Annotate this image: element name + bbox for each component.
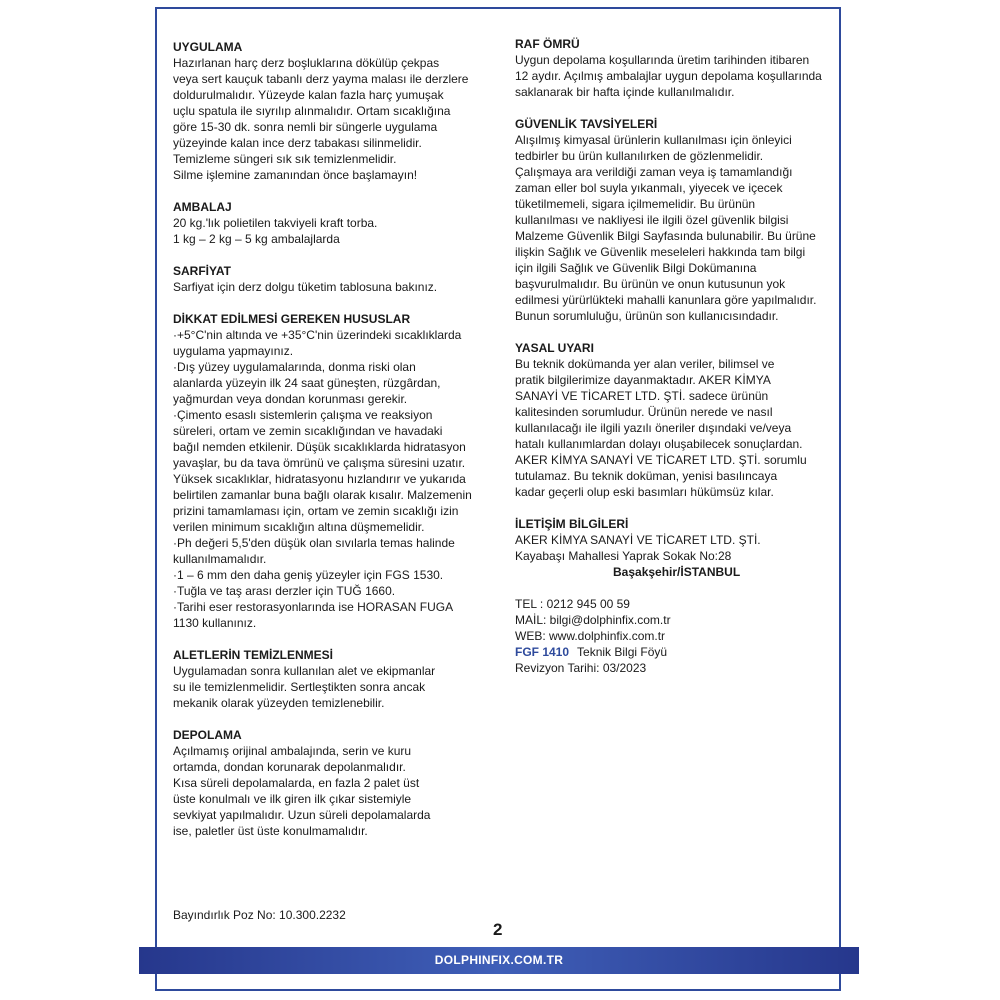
body-line: sevkiyat yapılmalıdır. Uzun süreli depolamalarda bbox=[173, 808, 431, 822]
section-heading: İLETİŞİM BİLGİLERİ bbox=[515, 517, 629, 531]
body-line: Alışılmış kimyasal ürünlerin kullanılması için önleyici bbox=[515, 133, 792, 147]
body-line: ·Tarihi eser restorasyonlarında ise HORASAN FUGA bbox=[173, 600, 454, 614]
body-line: SANAYİ VE TİCARET LTD. ŞTİ. sadece ürünün bbox=[515, 389, 769, 403]
body-line: Kısa süreli depolamalarda, en fazla 2 palet üst bbox=[173, 776, 420, 790]
section-heading: DEPOLAMA bbox=[173, 728, 242, 742]
body-line: hatalı kullanımlardan dolayı oluşabilecek sonuçlardan. bbox=[515, 437, 803, 451]
phone-line: TEL : 0212 945 00 59 bbox=[515, 597, 630, 611]
city-text: İSTANBUL bbox=[680, 565, 741, 579]
body-line: tüketilmemeli, sigara içilmemelidir. Bu ürünün bbox=[515, 197, 756, 211]
body-line: yüzeyinde kalan ince derz tabakası silinmelidir. bbox=[173, 136, 422, 150]
section-uygulama bbox=[173, 39, 483, 183]
body-line: ·1 – 6 mm den daha geniş yüzeyler için FGS 1530. bbox=[173, 568, 444, 582]
body-line: 12 aydır. Açılmış ambalajlar uygun depolama koşullarında bbox=[515, 69, 822, 83]
body-line: belirtilen zamanlar buna bağlı olarak kısalır. Malzemenin bbox=[173, 488, 472, 502]
body-line: ortamda, dondan korunarak depolanmalıdır. bbox=[173, 760, 406, 774]
email-line[interactable]: MAİL: bilgi@dolphinfix.com.tr bbox=[515, 613, 671, 627]
body-line: bağıl nemden etkilenir. Düşük sıcaklıklarda hidratasyon bbox=[173, 440, 466, 454]
section-raf-omru bbox=[515, 36, 840, 100]
poz-number: Bayındırlık Poz No: 10.300.2232 bbox=[173, 908, 346, 922]
spacer bbox=[515, 580, 840, 596]
body-line: üste konulmalı ve ilk giren ilk çıkar sistemiyle bbox=[173, 792, 412, 806]
body-line: ·Tuğla ve taş arası derzler için TUĞ 1660. bbox=[173, 584, 396, 598]
body-line: ilişkin Sağlık ve Güvenlik meseleleri hakkında tam bilgi bbox=[515, 245, 806, 259]
body-line: yavaşlar, bu da tava ömrünü ve çalışma süresini uzatır. bbox=[173, 456, 466, 470]
product-code: FGF 1410 bbox=[515, 645, 570, 659]
body-line: doldurulmalıdır. Yüzeyde kalan fazla harç yumuşak bbox=[173, 88, 444, 102]
body-line: Sarfiyat için derz dolgu tüketim tablosuna bakınız. bbox=[173, 280, 438, 294]
district-text: Başakşehir/ bbox=[613, 565, 681, 579]
section-guvenlik bbox=[515, 116, 840, 324]
body-line: mekanik olarak yüzeyden temizlenebilir. bbox=[173, 696, 385, 710]
body-line: yağmurdan veya dondan korunması gerekir. bbox=[173, 392, 408, 406]
body-line: Temizleme süngeri sık sık temizlenmelidir. bbox=[173, 152, 397, 166]
section-sarfiyat bbox=[173, 263, 483, 295]
section-yasal-uyari bbox=[515, 340, 840, 500]
body-line: başvurulmalıdır. Bu ürünün ve onun kutusunun yok bbox=[515, 277, 786, 291]
body-line: 1130 kullanınız. bbox=[173, 616, 257, 630]
body-line: tedbirler bu ürün kullanılırken de gözlenmelidir. bbox=[515, 149, 764, 163]
body-line: Silme işlemine zamanından önce başlamayın! bbox=[173, 168, 418, 182]
section-heading: AMBALAJ bbox=[173, 200, 232, 214]
body-line: prizini tamamlaması için, ortam ve zemin sıcaklığı izin bbox=[173, 504, 459, 518]
page-number: 2 bbox=[493, 920, 503, 939]
right-column bbox=[515, 36, 840, 692]
body-line: için ilgili Sağlık ve Güvenlik Bilgi Dokümanına bbox=[515, 261, 757, 275]
revision-date: Revizyon Tarihi: 03/2023 bbox=[515, 661, 647, 675]
body-line: tutulamaz. Bu teknik doküman, yenisi basılıncaya bbox=[515, 469, 778, 483]
section-heading: ALETLERİN TEMİZLENMESİ bbox=[173, 648, 333, 662]
body-line: Uygun depolama koşullarında üretim tarihinden itibaren bbox=[515, 53, 810, 67]
body-line: saklanarak bir hafta içinde kullanılmalıdır. bbox=[515, 85, 735, 99]
section-depolama bbox=[173, 727, 483, 839]
section-ambalaj bbox=[173, 199, 483, 247]
body-line: 1 kg – 2 kg – 5 kg ambalajlarda bbox=[173, 232, 340, 246]
body-line: ·Dış yüzey uygulamalarında, donma riski olan bbox=[173, 360, 416, 374]
document-type: Teknik Bilgi Föyü bbox=[577, 645, 668, 659]
body-line: uçlu spatula ile sıyrılıp alınmalıdır. Ortam sıcaklığına bbox=[173, 104, 451, 118]
address-line: Kayabaşı Mahallesi Yaprak Sokak No:28 bbox=[515, 549, 732, 563]
body-line: Uygulamadan sonra kullanılan alet ve ekipmanlar bbox=[173, 664, 436, 678]
body-line: süreleri, ortam ve zemin sıcaklığından ve havadaki bbox=[173, 424, 443, 438]
body-line: Malzeme Güvenlik Bilgi Sayfasında bulunabilir. Bu ürüne bbox=[515, 229, 816, 243]
section-heading: DİKKAT EDİLMESİ GEREKEN HUSUSLAR bbox=[173, 312, 411, 326]
body-line: kullanılacağı ile ilgili yazılı öneriler dışındaki ve/veya bbox=[515, 421, 792, 435]
body-line: Yüksek sıcaklıklar, hidratasyonu hızlandırır ve yukarıda bbox=[173, 472, 466, 486]
city-line bbox=[515, 564, 840, 580]
body-line: Açılmamış orijinal ambalajında, serin ve kuru bbox=[173, 744, 412, 758]
body-line: ·Ph değeri 5,5'den düşük olan sıvılarla temas halinde bbox=[173, 536, 455, 550]
body-line: verilen minimum sıcaklığın altına düşmemelidir. bbox=[173, 520, 425, 534]
body-line: göre 15-30 dk. sonra nemli bir süngerle uygulama bbox=[173, 120, 438, 134]
body-line: Hazırlanan harç derz boşluklarına dökülüp çekpas bbox=[173, 56, 440, 70]
section-heading: GÜVENLİK TAVSİYELERİ bbox=[515, 117, 658, 131]
web-line[interactable]: WEB: www.dolphinfix.com.tr bbox=[515, 629, 666, 643]
body-line: kadar geçerli olup eski basımları hükümsüz kılar. bbox=[515, 485, 774, 499]
section-heading: UYGULAMA bbox=[173, 40, 243, 54]
section-dikkat bbox=[173, 311, 483, 631]
body-line: uygulama yapmayınız. bbox=[173, 344, 294, 358]
body-line: zaman eller bol suyla yıkanmalı, yiyecek ve içecek bbox=[515, 181, 783, 195]
company-name: AKER KİMYA SANAYİ VE TİCARET LTD. ŞTİ. bbox=[515, 533, 761, 547]
section-aletler bbox=[173, 647, 483, 711]
body-line: Çalışmaya ara verildiği zaman veya iş tamamlandığı bbox=[515, 165, 793, 179]
body-line: kalitesinden sorumludur. Ürünün nerede ve nasıl bbox=[515, 405, 773, 419]
body-line: Bu teknik dokümanda yer alan veriler, bilimsel ve bbox=[515, 357, 775, 371]
body-line: alanlarda yüzeyin ilk 24 saat güneşten, rüzgârdan, bbox=[173, 376, 441, 390]
body-line: su ile temizlenmelidir. Sertleştikten sonra ancak bbox=[173, 680, 426, 694]
footer-website-bar[interactable]: DOLPHINFIX.COM.TR bbox=[139, 947, 859, 974]
section-heading: SARFİYAT bbox=[173, 264, 232, 278]
body-line: ·+5°C'nin altında ve +35°C'nin üzerindeki sıcaklıklarda bbox=[173, 328, 462, 342]
body-line: veya sert kauçuk tabanlı derz yayma malası ile derzlere bbox=[173, 72, 469, 86]
body-line: 20 kg.'lık polietilen takviyeli kraft torba. bbox=[173, 216, 378, 230]
section-heading: RAF ÖMRÜ bbox=[515, 37, 580, 51]
body-line: AKER KİMYA SANAYİ VE TİCARET LTD. ŞTİ. sorumlu bbox=[515, 453, 807, 467]
body-line: ·Çimento esaslı sistemlerin çalışma ve reaksiyon bbox=[173, 408, 433, 422]
body-line: kullanılmamalıdır. bbox=[173, 552, 267, 566]
left-column bbox=[173, 39, 483, 855]
body-line: ise, paletler üst üste konulmamalıdır. bbox=[173, 824, 368, 838]
body-line: edilmesi yürürlükteki mahalli kanunlara göre yapılmalıdır. bbox=[515, 293, 817, 307]
document-id-line bbox=[515, 644, 840, 660]
section-heading: YASAL UYARI bbox=[515, 341, 594, 355]
body-line: pratik bilgilerimize dayanmaktadır. AKER KİMYA bbox=[515, 373, 771, 387]
body-line: kullanılması ve nakliyesi ile ilgili özel güvenlik bilgisi bbox=[515, 213, 789, 227]
body-line: Bunun sorumluluğu, ürünün son kullanıcısındadır. bbox=[515, 309, 779, 323]
section-iletisim bbox=[515, 516, 840, 676]
